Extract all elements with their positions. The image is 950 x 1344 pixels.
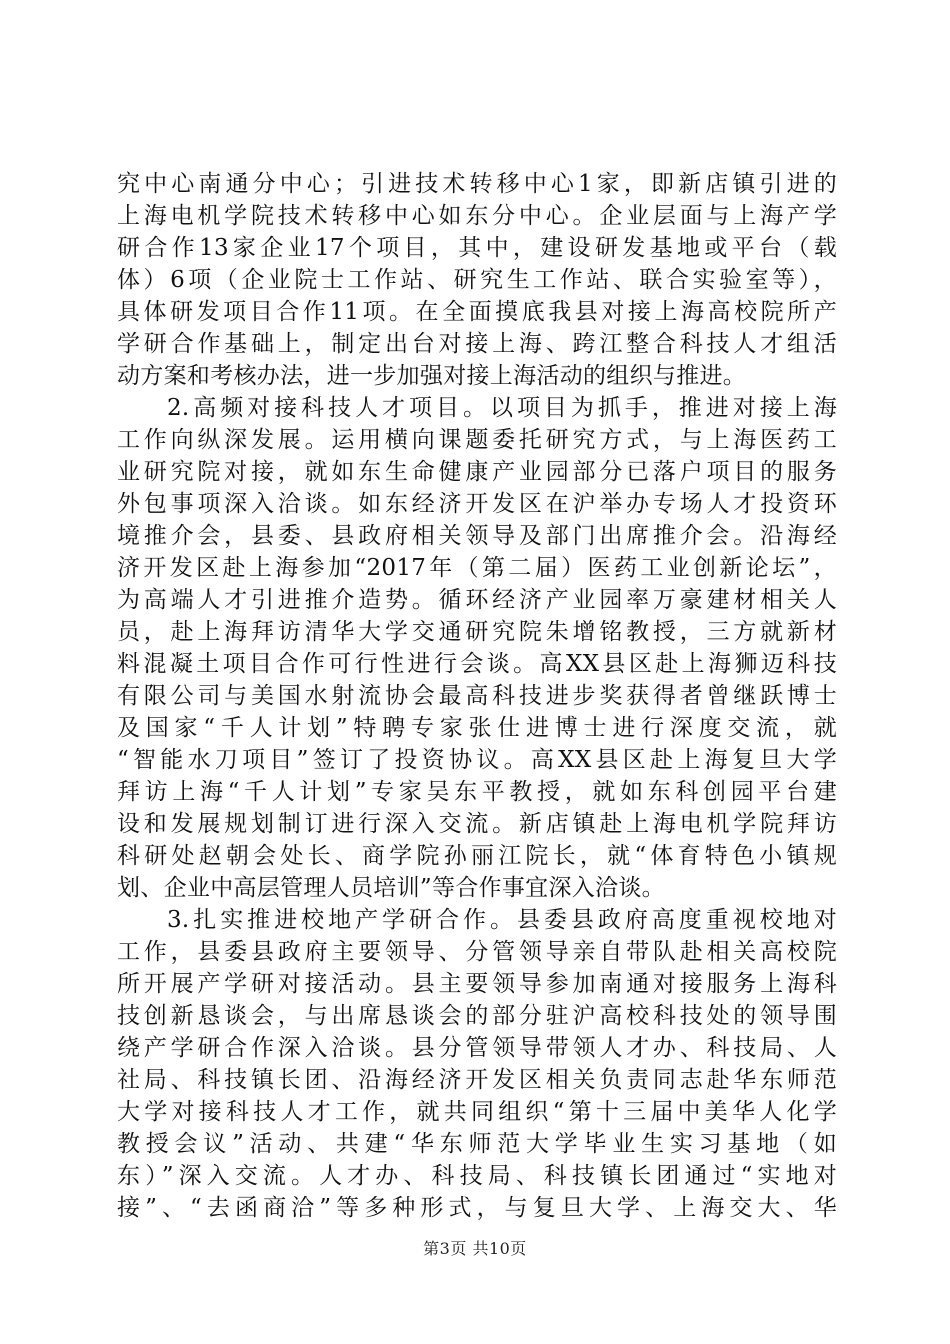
text-line: 接”、“去函商洽”等多种形式，与复旦大学、上海交大、华 (117, 1195, 837, 1221)
text-line: 社局、科技镇长团、沿海经济开发区相关负责同志赴华东师范 (117, 1067, 837, 1093)
text-line: 科研处赵朝会处长、商学院孙丽江院长，就“体育特色小镇规 (117, 843, 837, 869)
text-line: 东）”深入交流。人才办、科技局、科技镇长团通过“实地对 (117, 1163, 837, 1189)
text-line: 上海电机学院技术转移中心如东分中心。企业层面与上海产学 (117, 203, 837, 229)
text-line: “智能水刀项目”签订了投资协议。高XX县区赴上海复旦大学 (117, 747, 837, 773)
text-line: 有限公司与美国水射流协会最高科技进步奖获得者曾继跃博士 (117, 683, 837, 709)
text-line: 研合作13家企业17个项目，其中，建设研发基地或平台（载 (117, 235, 837, 261)
text-line: 员，赴上海拜访清华大学交通研究院朱增铭教授，三方就新材 (117, 619, 837, 645)
text-line: 动方案和考核办法，进一步加强对接上海活动的组织与推进。 (117, 363, 747, 389)
text-line: 及国家“千人计划”特聘专家张仕进博士进行深度交流，就 (117, 715, 837, 741)
text-line: 为高端人才引进推介造势。循环经济产业园率万豪建材相关人 (117, 587, 837, 613)
text-line: 工作，县委县政府主要领导、分管领导亲自带队赴相关高校院 (117, 939, 837, 965)
text-line: 业研究院对接，就如东生命健康产业园部分已落户项目的服务 (117, 459, 837, 485)
text-line: 大学对接科技人才工作，就共同组织“第十三届中美华人化学 (117, 1099, 837, 1125)
text-line: 体）6项（企业院士工作站、研究生工作站、联合实验室等）， (117, 267, 837, 293)
text-line: 划、企业中高层管理人员培训”等合作事宜深入洽谈。 (117, 875, 665, 901)
text-line: 学研合作基础上，制定出台对接上海、跨江整合科技人才组活 (117, 331, 837, 357)
text-line: 技创新恳谈会，与出席恳谈会的部分驻沪高校科技处的领导围 (117, 1003, 837, 1029)
page-footer (0, 1238, 950, 1260)
text-line: 境推介会，县委、县政府相关领导及部门出席推介会。沿海经 (117, 523, 837, 549)
text-line: 究中心南通分中心；引进技术转移中心1家，即新店镇引进的 (117, 171, 837, 197)
paragraph-heading-line: 2.高频对接科技人才项目。以项目为抓手，推进对接上海 (167, 395, 837, 421)
text-line: 所开展产学研对接活动。县主要领导参加南通对接服务上海科 (117, 971, 837, 997)
text-line: 外包事项深入洽谈。如东经济开发区在沪举办专场人才投资环 (117, 491, 837, 517)
text-line: 教授会议”活动、共建“华东师范大学毕业生实习基地（如 (117, 1131, 837, 1157)
body-text (117, 168, 837, 1224)
paragraph-heading-line: 3.扎实推进校地产学研合作。县委县政府高度重视校地对 (167, 907, 837, 933)
text-line: 具体研发项目合作11项。在全面摸底我县对接上海高校院所产 (117, 299, 837, 325)
text-line: 工作向纵深发展。运用横向课题委托研究方式，与上海医药工 (117, 427, 837, 453)
text-line: 济开发区赴上海参加“2017年（第二届）医药工业创新论坛”， (117, 555, 837, 581)
text-line: 拜访上海“千人计划”专家吴东平教授，就如东科创园平台建 (117, 779, 837, 805)
page-number: 第3页 共10页 (423, 1239, 527, 1258)
text-line: 绕产学研合作深入洽谈。县分管领导带领人才办、科技局、人 (117, 1035, 837, 1061)
text-line: 料混凝土项目合作可行性进行会谈。高XX县区赴上海狮迈科技 (117, 651, 837, 677)
text-line: 设和发展规划制订进行深入交流。新店镇赴上海电机学院拜访 (117, 811, 837, 837)
